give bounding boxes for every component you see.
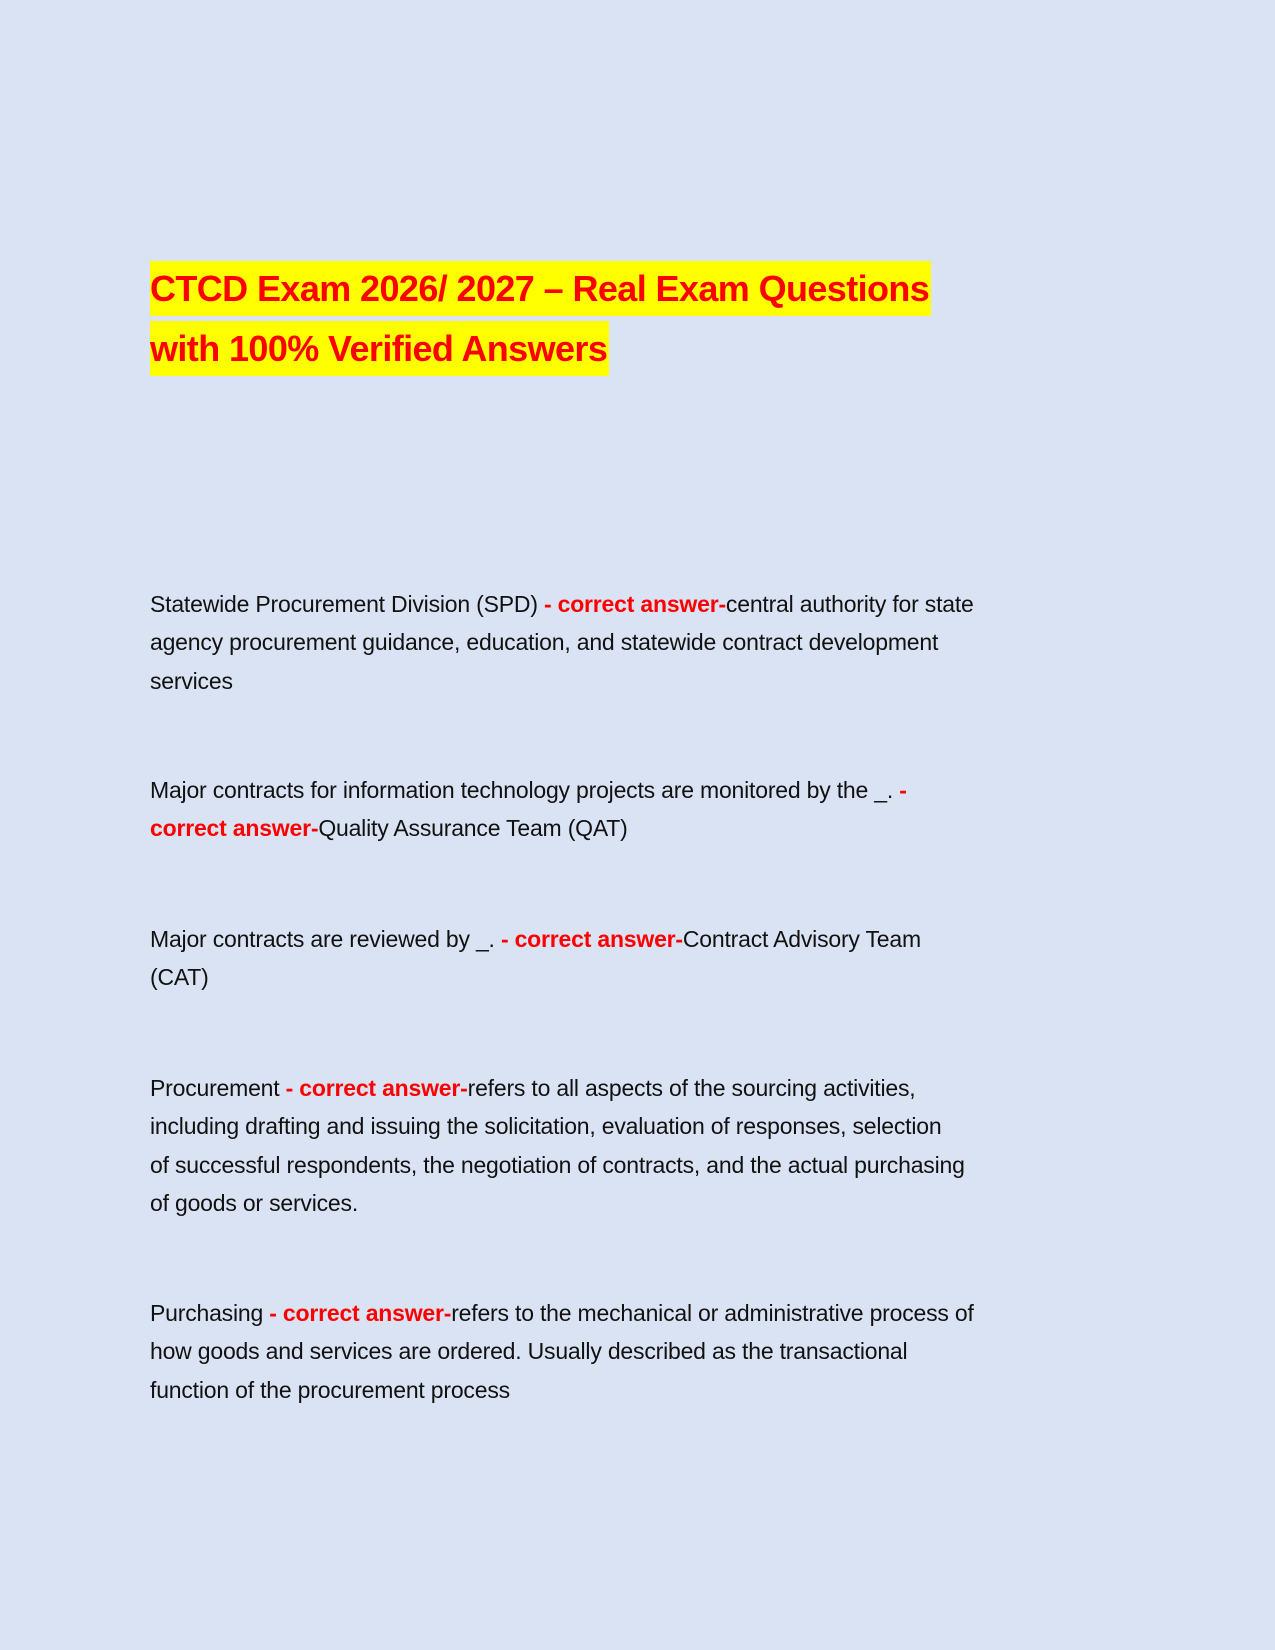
correct-answer-marker: correct answer- [150, 815, 319, 842]
text-line [150, 585, 974, 623]
text-line [150, 920, 921, 958]
text-segment: Major contracts are reviewed by _. [150, 926, 501, 952]
text-segment: Contract Advisory Team [682, 926, 921, 952]
title-text: CTCD Exam 2026/ 2027 – Real Exam Questions [150, 261, 931, 316]
text-segment: refers to the mechanical or administrative process of [451, 1300, 974, 1326]
question-item [150, 771, 907, 848]
text-line [150, 1294, 974, 1332]
text-segment: of goods or services. [150, 1190, 359, 1217]
correct-answer-marker: - [899, 777, 907, 803]
text-line [150, 623, 974, 661]
text-line [150, 771, 907, 809]
question-item [150, 920, 921, 997]
text-segment: agency procurement guidance, education, and statewide contract development [150, 629, 939, 656]
title-line [150, 321, 931, 381]
text-segment: function of the procurement process [150, 1376, 510, 1403]
correct-answer-marker: - correct answer- [500, 926, 683, 952]
text-segment: of successful respondents, the negotiation of contracts, and the actual purchasing [150, 1151, 965, 1178]
text-line [150, 1146, 965, 1184]
text-segment: services [150, 667, 233, 694]
text-segment: central authority for state [725, 591, 974, 617]
correct-answer-marker: - correct answer- [269, 1300, 452, 1326]
text-line [150, 809, 907, 847]
text-segment: Statewide Procurement Division (SPD) [150, 591, 544, 617]
question-item [150, 1069, 965, 1223]
text-line [150, 1184, 965, 1222]
text-segment: refers to all aspects of the sourcing activities, [467, 1075, 916, 1101]
text-segment: (CAT) [150, 964, 209, 991]
text-line [150, 1069, 965, 1107]
question-item [150, 1294, 974, 1409]
text-segment: how goods and services are ordered. Usually described as the transactional [150, 1338, 908, 1365]
text-segment: Quality Assurance Team (QAT) [318, 815, 628, 842]
text-line [150, 1371, 974, 1409]
text-segment: Purchasing [150, 1300, 270, 1326]
title-line [150, 261, 931, 321]
text-line [150, 1332, 974, 1370]
document-title [150, 261, 931, 381]
text-line [150, 958, 921, 996]
text-line [150, 662, 974, 700]
question-item [150, 585, 974, 700]
title-text: with 100% Verified Answers [150, 321, 609, 376]
text-segment: including drafting and issuing the solicitation, evaluation of responses, selection [150, 1113, 942, 1140]
text-segment: Major contracts for information technology projects are monitored by the _. [150, 777, 900, 803]
correct-answer-marker: - correct answer- [285, 1075, 468, 1101]
correct-answer-marker: - correct answer- [543, 591, 726, 617]
text-line [150, 1107, 965, 1145]
text-segment: Procurement [150, 1075, 286, 1101]
